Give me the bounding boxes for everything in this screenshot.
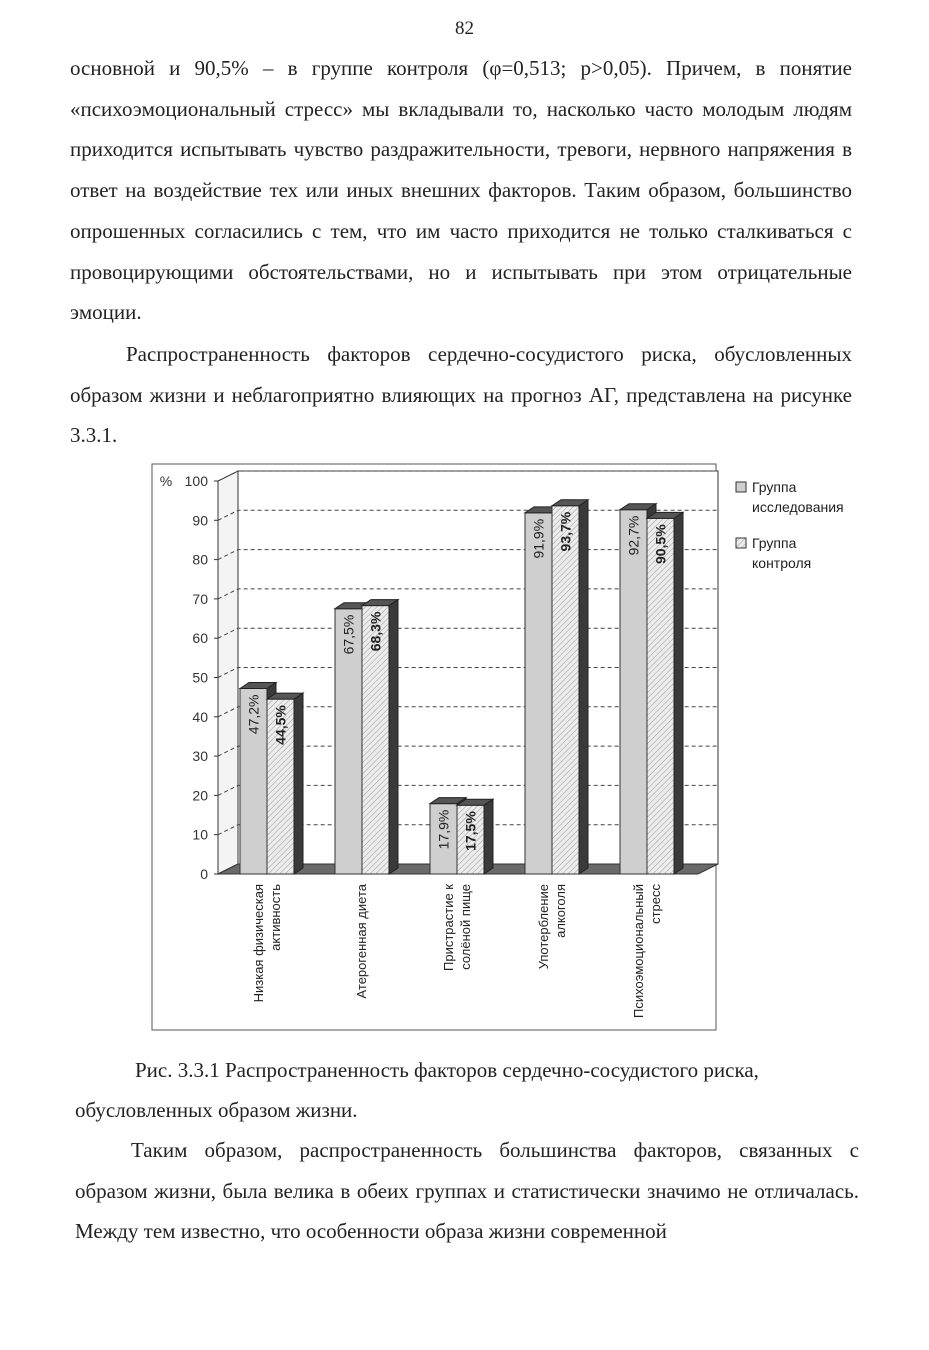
data-label: 44,5% [272,705,289,745]
category-label: активность [268,884,283,951]
y-tick-label: 0 [200,866,208,882]
category-label: Низкая физическая [251,884,266,1003]
data-label: 17,5% [462,811,479,851]
category-label: стресс [648,884,663,924]
page-number: 82 [455,18,474,39]
category-label: Употербление [536,884,551,970]
data-label: 91,9% [530,518,547,559]
data-label: 68,3% [367,611,384,652]
figure-caption: Рис. 3.3.1 Распространенность факторов сердечно-сосудистого риска, обусловленных образом жизни. [75,1058,759,1122]
y-tick-label: 20 [192,787,208,804]
bar-study-group [525,513,552,874]
legend-swatch [736,538,746,548]
chart-side-wall [218,471,238,874]
category-label: Пристрастие к [441,884,456,971]
data-label: 17,9% [435,809,452,850]
y-axis-label: % [159,473,173,489]
bar-side [674,512,683,874]
paragraph-2: Распространенность факторов сердечно-сосудистого риска, обусловленных образом жизни и неблагоприятно влияющих на прогноз АГ, представлена на рисунке 3.3.1. [70,342,852,448]
category-label: Психоэмоциональный [631,884,646,1018]
legend-label: Группа [752,535,797,551]
y-tick-label: 60 [192,630,208,647]
y-tick-label: 50 [192,669,208,686]
legend-label: контроля [752,555,812,571]
category-label: Атерогенная диета [354,884,369,999]
data-label: 67,5% [340,614,357,655]
bar-control-group [647,518,674,874]
data-label: 93,7% [557,511,574,552]
data-label: 90,5% [652,524,669,565]
y-tick-label: 100 [184,473,208,489]
bar-side [579,500,588,874]
data-label: 92,7% [625,515,642,556]
y-tick-label: 40 [192,708,208,725]
bar-side [389,600,398,874]
legend-swatch [736,482,746,492]
data-label: 47,2% [245,694,262,735]
bar-side [484,799,493,874]
legend-label: исследования [752,499,844,515]
category-label: солёной пище [458,884,473,970]
bar-study-group [620,510,647,874]
legend-label: Группа [752,479,797,495]
y-tick-label: 80 [192,551,208,568]
y-tick-label: 90 [192,512,208,529]
paragraph-3: Таким образом, распространенность большинства факторов, связанных с образом жизни, была велика в обеих группах и статистически значимо не отличалась. Между тем известно, что особенности образа жизни современной [75,1138,859,1244]
bar-chart [148,462,844,1037]
bar-side [294,693,303,874]
y-tick-label: 10 [192,826,208,843]
bar-control-group [552,506,579,874]
paragraph-1: основной и 90,5% – в группе контроля (φ=0,513; p>0,05). Причем, в понятие «психоэмоциональный стресс» мы вкладывали то, насколько часто молодым людям приходится испытывать чувство раздражительности, тревоги, нервного напряжения в ответ на воздействие тех или иных внешних факторов. Таким образом, большинство опрошенных согласились с тем, что им часто приходится не только сталкиваться с провоцирующими обстоятельствами, но и испытывать при этом отрицательные эмоции. [70,56,852,325]
category-label: алкоголя [553,884,568,938]
y-tick-label: 70 [192,590,208,607]
y-tick-label: 30 [192,748,208,765]
